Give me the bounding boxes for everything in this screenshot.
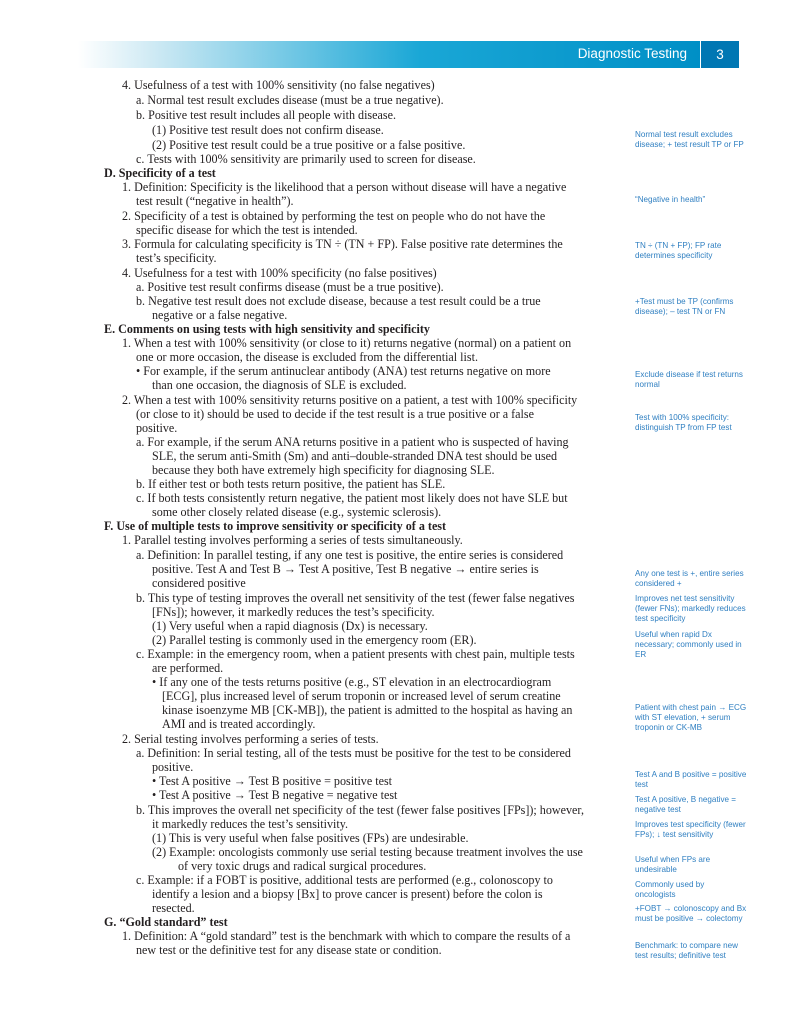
text-line: b. This type of testing improves the overall net sensitivity of the test (fewer false negatives: [136, 591, 575, 605]
text-line: c. Example: in the emergency room, when a patient presents with chest pain, multiple tests: [136, 647, 575, 661]
text-line: because they both have extremely high specificity for diagnosing SLE.: [152, 463, 495, 477]
text-line: • Test A positive → Test B negative = negative test: [152, 788, 398, 802]
text-line: than one occasion, the diagnosis of SLE is excluded.: [152, 378, 407, 392]
section-heading: F. Use of multiple tests to improve sensitivity or specificity of a test: [104, 519, 447, 533]
text-line: [ECG], plus increased level of serum troponin or increased level of serum creatine: [162, 689, 561, 703]
margin-note: Patient with chest pain → ECG with ST elevation, + serum troponin or CK-MB: [635, 703, 747, 732]
text-line: • If any one of the tests returns positive (e.g., ST elevation in an electrocardiogram: [152, 675, 552, 689]
section-heading: D. Specificity of a test: [104, 166, 216, 180]
text-line: 1. When a test with 100% sensitivity (or close to it) returns negative (normal) on a patient on: [122, 336, 572, 350]
margin-note: Useful when rapid Dx necessary; commonly used in ER: [635, 630, 742, 659]
margin-note: Test with 100% specificity: distinguish TP from FP test: [635, 413, 732, 432]
text-line: 1. Parallel testing involves performing a series of tests simultaneously.: [122, 533, 463, 547]
text-line: considered positive: [152, 576, 246, 590]
text-line: b. Negative test result does not exclude disease, because a test result could be a true: [136, 294, 541, 308]
text-line: positive. Test A and Test B → Test A positive, Test B negative → entire series is: [152, 562, 539, 576]
text-line: resected.: [152, 901, 195, 915]
text-line: (1) Very useful when a rapid diagnosis (Dx) is necessary.: [152, 619, 428, 633]
text-line: new test or the definitive test for any disease state or condition.: [136, 943, 442, 957]
text-line: SLE, the serum anti-Smith (Sm) and anti–double-stranded DNA test should be used: [152, 449, 558, 463]
text-line: positive.: [152, 760, 194, 774]
text-line: 4. Usefulness for a test with 100% specificity (no false positives): [122, 266, 437, 280]
text-line: (1) This is very useful when false positives (FPs) are undesirable.: [152, 831, 469, 845]
text-line: of very toxic drugs and radical surgical procedures.: [178, 859, 427, 873]
margin-note: “Negative in health”: [635, 195, 706, 204]
chapter-title: Diagnostic Testing: [577, 46, 687, 61]
text-line: 2. When a test with 100% sensitivity returns positive on a patient, a test with 100% specificity: [122, 393, 578, 407]
text-line: 3. Formula for calculating specificity is TN ÷ (TN + FP). False positive rate determines the: [122, 237, 563, 251]
text-line: test’s specificity.: [136, 251, 217, 265]
margin-note: Benchmark: to compare new test results; definitive test: [635, 941, 739, 960]
text-line: 2. Specificity of a test is obtained by performing the test on people who do not have the: [122, 209, 546, 223]
text-line: 2. Serial testing involves performing a series of tests.: [122, 732, 379, 746]
section-heading: E. Comments on using tests with high sensitivity and specificity: [104, 322, 430, 336]
text-line: AMI and is treated accordingly.: [162, 717, 316, 731]
text-line: (1) Positive test result does not confirm disease.: [152, 123, 384, 137]
text-line: negative or a false negative.: [152, 308, 288, 322]
text-line: a. Positive test result confirms disease (must be a true positive).: [136, 280, 444, 294]
text-line: (or close to it) should be used to decide if the test result is a true positive or a false: [136, 407, 534, 421]
text-line: 1. Definition: Specificity is the likelihood that a person without disease will have a negative: [122, 180, 567, 194]
margin-note: Commonly used by oncologists: [635, 880, 705, 899]
text-line: b. Positive test result includes all people with disease.: [136, 108, 396, 122]
text-line: (2) Parallel testing is commonly used in the emergency room (ER).: [152, 633, 477, 647]
text-line: positive.: [136, 421, 178, 435]
margin-note: Useful when FPs are undesirable: [635, 855, 711, 874]
text-line: b. If either test or both tests return positive, the patient has SLE.: [136, 477, 446, 491]
page-number: 3: [701, 41, 739, 68]
text-line: c. Tests with 100% sensitivity are primarily used to screen for disease.: [136, 152, 476, 166]
text-line: one or more occasion, the disease is excluded from the differential list.: [136, 350, 478, 364]
text-line: a. For example, if the serum ANA returns positive in a patient who is suspected of having: [136, 435, 569, 449]
margin-note: TN ÷ (TN + FP); FP rate determines specificity: [635, 241, 722, 260]
text-line: a. Definition: In parallel testing, if any one test is positive, the entire series is considered: [136, 548, 564, 562]
margin-note: Improves test specificity (fewer FPs); ↓ test sensitivity: [635, 820, 746, 839]
text-line: • Test A positive → Test B positive = positive test: [152, 774, 393, 788]
text-line: (2) Positive test result could be a true positive or a false positive.: [152, 138, 466, 152]
text-line: identify a lesion and a biopsy [Bx] to prove cancer is present) before the colon is: [152, 887, 543, 901]
text-line: it markedly reduces the test’s sensitivity.: [152, 817, 349, 831]
text-line: are performed.: [152, 661, 224, 675]
text-line: test result (“negative in health”).: [136, 194, 294, 208]
margin-note: Any one test is +, entire series considered +: [635, 569, 744, 588]
text-line: 4. Usefulness of a test with 100% sensitivity (no false negatives): [122, 78, 435, 92]
margin-note: Normal test result excludes disease; + test result TP or FP: [635, 130, 744, 149]
running-header: [78, 41, 739, 68]
margin-note: +FOBT → colonoscopy and Bx must be positive → colectomy: [635, 904, 747, 923]
margin-note: Exclude disease if test returns normal: [635, 370, 743, 389]
text-line: a. Definition: In serial testing, all of the tests must be positive for the test to be considered: [136, 746, 571, 760]
text-line: c. Example: if a FOBT is positive, additional tests are performed (e.g., colonoscopy to: [136, 873, 553, 887]
text-line: some other closely related disease (e.g., systemic sclerosis).: [152, 505, 442, 519]
margin-note: Test A positive, B negative = negative test: [635, 795, 737, 814]
text-line: a. Normal test result excludes disease (must be a true negative).: [136, 93, 444, 107]
margin-note: Improves net test sensitivity (fewer FNs); markedly reduces test specificity: [635, 594, 746, 623]
text-line: kinase isoenzyme MB [CK-MB]), the patient is admitted to the hospital as having an: [162, 703, 573, 717]
text-line: (2) Example: oncologists commonly use serial testing because treatment involves the use: [152, 845, 583, 859]
text-line: c. If both tests consistently return negative, the patient most likely does not have SLE but: [136, 491, 568, 505]
section-heading: G. “Gold standard” test: [104, 915, 228, 929]
text-line: b. This improves the overall net specificity of the test (fewer false positives [FPs]); however,: [136, 803, 584, 817]
text-line: [FNs]); however, it markedly reduces the test’s specificity.: [152, 605, 435, 619]
text-line: specific disease for which the test is intended.: [136, 223, 358, 237]
text-line: 1. Definition: A “gold standard” test is the benchmark with which to compare the results of a: [122, 929, 571, 943]
margin-note: Test A and B positive = positive test: [635, 770, 747, 789]
margin-note: +Test must be TP (confirms disease); – test TN or FN: [635, 297, 734, 316]
text-line: • For example, if the serum antinuclear antibody (ANA) test returns negative on more: [136, 364, 551, 378]
